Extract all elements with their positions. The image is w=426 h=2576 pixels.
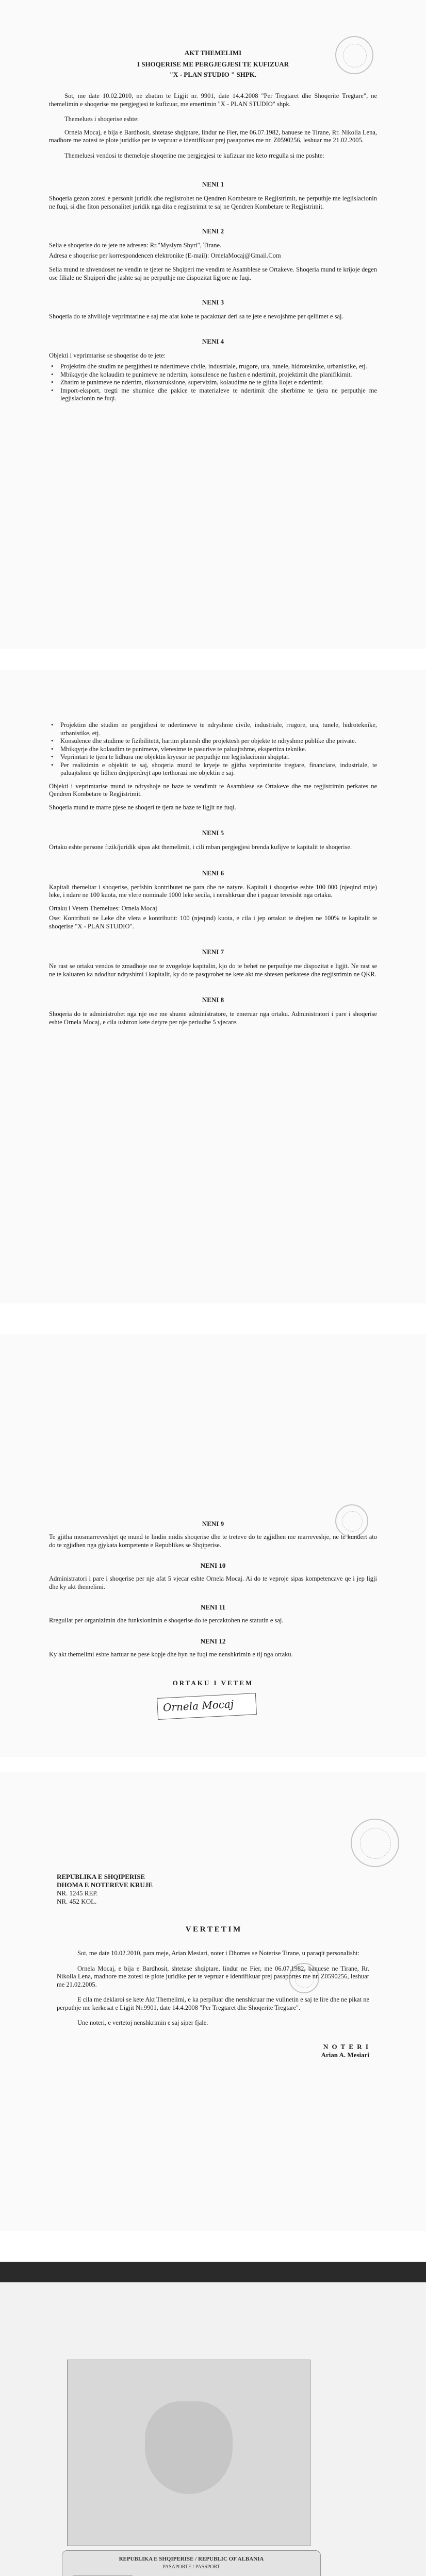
founder-decision: Themeluesi vendosi te themeloje shoqerine me pergjegjesi te kufizuar me keto rregulla si me poshte: bbox=[64, 151, 324, 159]
article-6-owner: Ortaku i Vetem Themelues: Ornela Mocaj bbox=[49, 904, 157, 912]
document-page-3 bbox=[0, 1334, 426, 1757]
notary-stamp bbox=[351, 1819, 399, 1867]
certification-paragraph: Sot, me date 10.02.2010, para meje, Arian Mesiari, noter i Dhomes se Noterise Tirane, u paraqit personalisht: bbox=[77, 1950, 359, 1957]
paragraph: Shoqeria mund te marre pjese ne shoqeri te tjera ne baze te ligjit ne fuqi. bbox=[49, 803, 236, 811]
list-item: • Mbikqyrje dhe kolaudim te punimeve ne ndertim, konsulence ne fushen e ndertimit, projektimit dhe planifikimit. bbox=[49, 371, 377, 379]
article-2-relocation: Selia mund te zhvendoset ne vendin te tjeter ne Shqiperi me vendim te Asamblese se Ortakeve. Shoqeria mund te krijoje degen ose filiale ne Shqiperi dhe jashte saj ne perputhje me dispozitat ligjore ne fuqi. bbox=[49, 266, 377, 281]
article-2-address: Selia e shoqerise do te jete ne adresen: Rr."Myslym Shyri", Tirane. bbox=[49, 242, 222, 249]
passport-data-page bbox=[62, 2550, 321, 2576]
article-11-text: Rregullat per organizimin dhe funksionimin e shoqerise do te percaktohen ne statutin e saj. bbox=[49, 1617, 284, 1624]
card-country: REPUBLIKA E SHQIPERISE / REPUBLIC OF ALBANIA bbox=[119, 2556, 264, 2562]
article-8-heading: NENI 8 bbox=[202, 996, 224, 1004]
page-title: AKT THEMELIMI bbox=[184, 49, 242, 57]
notary-header-line-1: REPUBLIKA E SHQIPERISE bbox=[57, 1873, 145, 1880]
notary-header-line-3: NR. 1245 REP. bbox=[57, 1889, 98, 1897]
founder-details: Ornela Mocaj, e bija e Bardhosit, shtetase shqiptare, lindur ne Fier, me 06.07.1982, banuese ne Tirane, Rr. Nikolla Lena, madhore me zotesi te plote juridike per te vepruar e identifikuar prej pasaportes me nr. Z0590256, leshuar me 21.02.2005. bbox=[49, 128, 377, 144]
owner-label: ORTAKU I VETEM bbox=[172, 1679, 254, 1687]
list-item: • Konsulence dhe studime te fizibilitetit, hartim planesh dhe projektesh per objekte te ndryshme publike dhe private. bbox=[49, 737, 377, 745]
article-1-text: Shoqeria gezon zotesi e personit juridik dhe regjistrohet ne Qendren Kombetare te Regjistrimit, ne perputhje me legjislacionin ne fuqi, si dhe fiton personalitet juridik nga dita e regjistrimit te saj ne Qendren Kombetare te Regjistrimit. bbox=[49, 195, 377, 210]
article-9-text: Te gjitha mosmarreveshjet qe mund te lindin midis shoqerise dhe te treteve do te zgjidhen me marreveshje, ne te kundert ato do te zgjidhen nga gjykata kompetente e Republikes se Shqiperise. bbox=[49, 1533, 377, 1549]
article-6-heading: NENI 6 bbox=[202, 869, 224, 877]
article-4-intro: Objekti i veprimtarise se shoqerise do te jete: bbox=[49, 351, 166, 359]
list-item: • Per realizimin e objektit te saj, shoqeria mund te kryeje te gjitha veprimtarite tregtare, financiare, industriale, te paluajtshme qe lidhen drejtperdrejt apo terthorazi me objektin e saj. bbox=[49, 761, 377, 777]
article-11-heading: NENI 11 bbox=[200, 1603, 226, 1611]
article-5-heading: NENI 5 bbox=[202, 829, 224, 837]
article-7-heading: NENI 7 bbox=[202, 948, 224, 956]
owner-signature bbox=[157, 1693, 257, 1720]
list-item: • Projektim dhe studim ne pergjithesi te ndertimeve te ndryshme civile, industriale, rrugore, ura, tunele, hidroteknike, urbanistike, etj. bbox=[49, 721, 377, 737]
passport-cover bbox=[67, 2360, 310, 2546]
article-6-quota: Ose: Kontributi ne Leke dhe vlera e kontributit: 100 (njeqind) kuota, e cila i jep ortakut te drejten ne 100% te kapitalit te shoqerise "X - PLAN STUDIO". bbox=[49, 914, 377, 930]
card-type: PASAPORTE / PASSPORT bbox=[162, 2564, 220, 2570]
list-item: • Projektim dhe studim ne pergjithesi te ndertimeve civile, industriale, rrugore, ura, tunele, hidroteknike, urbanistike, etj. bbox=[49, 363, 377, 371]
list-item: • Mbikqyrje dhe kolaudim te punimeve, vleresime te pasurive te paluajtshme, ekspertiza teknike. bbox=[49, 745, 377, 754]
notary-header-line-2: DHOMA E NOTEREVE KRUJE bbox=[57, 1881, 153, 1889]
article-2-heading: NENI 2 bbox=[202, 227, 224, 235]
notary-header-line-4: NR. 452 KOL. bbox=[57, 1897, 97, 1905]
list-item: • Veprimtari te tjera te lidhura me objektin kryesor ne perputhje me legjislacionin shqiptar. bbox=[49, 753, 377, 761]
article-12-text: Ky akt themelimi eshte hartuar ne pese kopje dhe hyn ne fuqi me nenshkrimin e tij nga ortaku. bbox=[49, 1650, 293, 1658]
paragraph: Objekti i veprimtarise mund te ndryshoje ne baze te vendimit te Asamblese se Ortakeve dhe me regjistrimin perkates ne Qendren Kombetare te Regjistrimit. bbox=[49, 782, 377, 798]
article-10-text: Administratori i pare i shoqerise per nje afat 5 vjecar eshte Ornela Mocaj. Ai do te veproje sipas kompetencave qe i jep ligji dhe ky akt themelimi. bbox=[49, 1575, 377, 1590]
document-page-2 bbox=[0, 670, 426, 1303]
article-5-text: Ortaku eshte persone fizik/juridik sipas akt themelimit, i cili mban pergjegjesi brenda kufijve te kapitalit te shoqerise. bbox=[49, 843, 352, 851]
article-7-text: Ne rast se ortaku vendos te zmadhoje ose te zvogeloje kapitalin, kjo do te behet ne perputhje me dispozitat e ligjit. Ne rast se ne te kaluaren ka ndodhur ndryshimi i kapitalit, ky do te pasqyrohet ne kete akt me shtesen perkatese dhe regjistrimin ne QKR. bbox=[49, 962, 377, 978]
intro-paragraph: Sot, me date 10.02.2010, ne zbatim te Ligjit nr. 9901, date 14.4.2008 "Per Tregtaret dhe Shoqerite Tregtare", ne themelimin e shoqerise me pergjegjesi te kufizuar, me emertimin "X - PLAN STUDIO" shpk. bbox=[49, 92, 377, 108]
article-8-text: Shoqeria do te administrohet nga nje ose me shume administratore, te emeruar nga ortaku. Administratori i pare i shoqerise eshte Ornela Mocaj, e cila ushtron kete detyre per nje periudhe 5 vjecare. bbox=[49, 1010, 377, 1026]
certification-paragraph: Une noteri, e vertetoj nenshkrimin e saj siper fjale. bbox=[77, 2019, 208, 2026]
article-12-heading: NENI 12 bbox=[200, 1637, 226, 1645]
article-3-heading: NENI 3 bbox=[202, 298, 224, 306]
founder-label: Themelues i shoqerise eshte: bbox=[64, 115, 139, 123]
document-page-5 bbox=[0, 2262, 426, 2576]
emblem-icon bbox=[145, 2401, 233, 2494]
list-item: • Zbatim te punimeve ne ndertim, rikonstruksione, supervizim, kolaudime ne te gjitha llojet e ndertimit. bbox=[49, 379, 377, 387]
article-4-heading: NENI 4 bbox=[202, 337, 224, 345]
certification-title: V E R T E T I M bbox=[185, 1925, 241, 1934]
scan-dark-edge bbox=[0, 2262, 426, 2282]
notary-name: Arian A. Mesiari bbox=[321, 2050, 369, 2059]
certification-paragraph: Ornela Mocaj, e bija e Bardhosit, shtetase shqiptare, lindur ne Fier, me 06.07.1982, banuese ne Tirane, Rr. Nikolla Lena, madhore me zotesi te plote juridike per te vepruar e identifikuar prej pasaportes me nr. Z0590256, leshuar me 21.02.2005. bbox=[57, 1964, 369, 1988]
article-1-heading: NENI 1 bbox=[202, 180, 224, 188]
document-page-1 bbox=[0, 0, 426, 649]
page-subtitle: I SHOQERISE ME PERGJEGJESI TE KUFIZUAR bbox=[137, 60, 289, 68]
notary-label: N O T E R I bbox=[323, 2042, 369, 2050]
document-page-4 bbox=[0, 1772, 426, 2231]
article-3-text: Shoqeria do te zhvilloje veprimtarine e saj me afat kohe te pacaktuar deri sa te jete e nevojshme per qellimet e saj. bbox=[49, 313, 343, 320]
article-9-heading: NENI 9 bbox=[202, 1520, 224, 1528]
article-2-email: Adresa e shoqerise per korrespondencen elektronike (E-mail): OrnelaMocaj@Gmail.Com bbox=[49, 251, 281, 259]
certification-paragraph: E cila me deklaroi se kete Akt Themelimi, e ka perpiluar dhe nenshkruar me vullnetin e saj te lire dhe ne pikat ne perputhje me kerkesat e Ligjit Nr.9901, date 14.4.2008 "Per Tregtaret dhe Shoqerite Tregtare". bbox=[57, 1996, 369, 2011]
list-item: • Import-eksport, tregti me shumice dhe pakice te materialeve te ndertimit dhe sherbime te tjera ne perputhje me legjislacionin ne fuqi. bbox=[49, 387, 377, 403]
article-10-heading: NENI 10 bbox=[200, 1562, 226, 1569]
owner-signature-text: Ornela Mocaj bbox=[162, 1698, 234, 1714]
company-name: "X - PLAN STUDIO " SHPK. bbox=[169, 71, 257, 78]
article-6-capital: Kapitali themeltar i shoqerise, perfshin kontributet ne para dhe ne natyre. Kapitali i shoqerise eshte 100 000 (njeqind mije) leke, i ndare ne 100 kuota, me vlere nominale 1000 leke secila, i nenshkruar dhe i paguar teresisht nga ortaku. bbox=[49, 883, 377, 899]
